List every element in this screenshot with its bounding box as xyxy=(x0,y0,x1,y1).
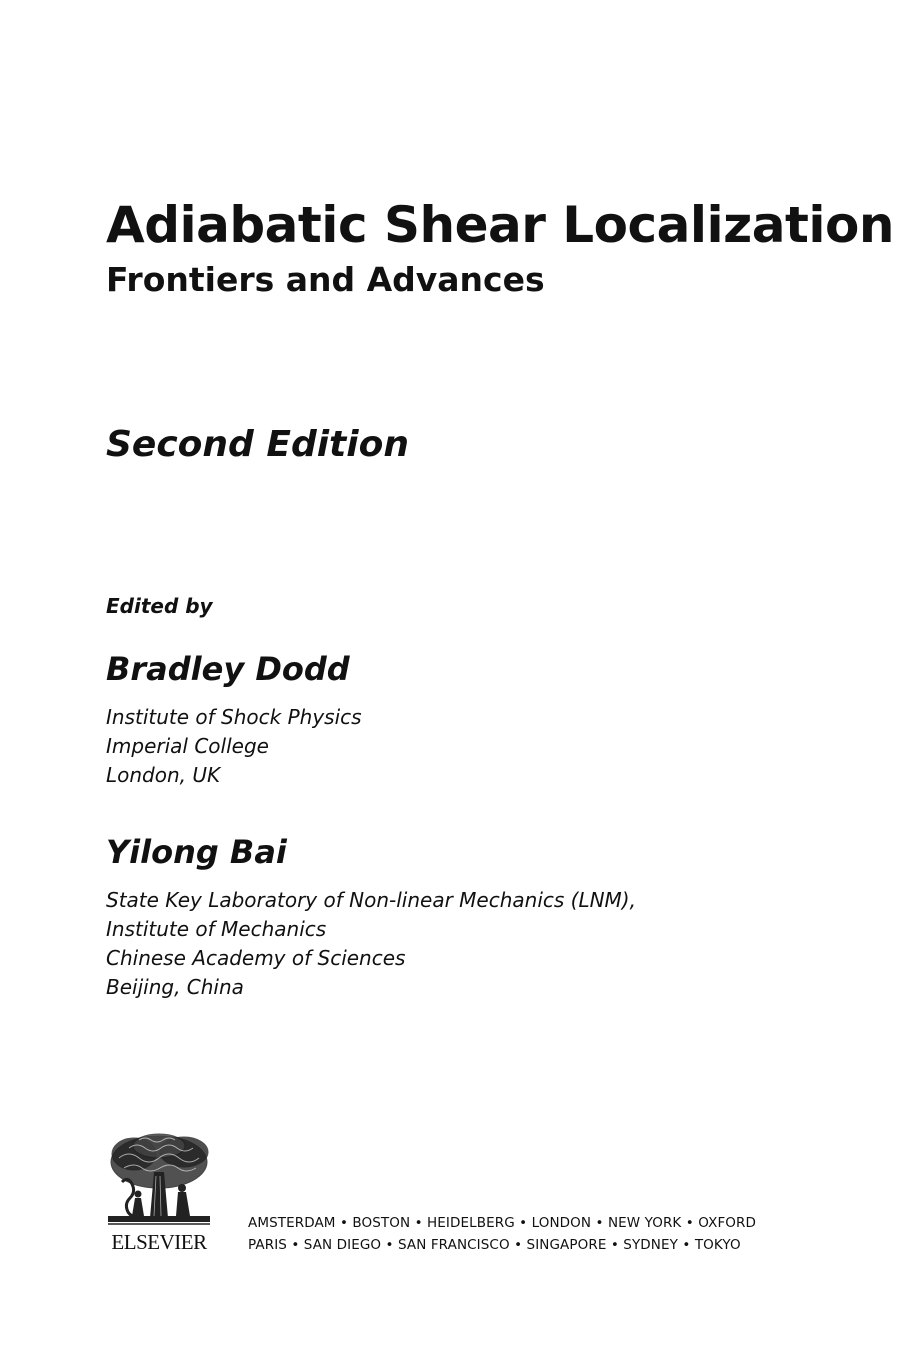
affiliation-line: Institute of Mechanics xyxy=(106,917,327,941)
editor-name: Bradley Dodd xyxy=(106,650,350,688)
publisher-logo xyxy=(104,1132,214,1258)
affiliation-line: Chinese Academy of Sciences xyxy=(106,946,406,970)
editor-name: Yilong Bai xyxy=(106,833,287,871)
affiliation-line: London, UK xyxy=(106,763,221,787)
cities-line: PARIS • SAN DIEGO • SAN FRANCISCO • SINGAPORE • SYDNEY • TOKYO xyxy=(248,1237,741,1253)
edited-by-label: Edited by xyxy=(106,594,213,618)
edition-label: Second Edition xyxy=(106,424,409,465)
editor-affiliation xyxy=(106,886,636,1002)
affiliation-line: State Key Laboratory of Non-linear Mechanics (LNM), xyxy=(106,888,636,912)
book-subtitle: Frontiers and Advances xyxy=(106,260,545,299)
book-title: Adiabatic Shear Localization xyxy=(106,196,895,254)
editor-affiliation xyxy=(106,703,362,790)
cities-line: AMSTERDAM • BOSTON • HEIDELBERG • LONDON • NEW YORK • OXFORD xyxy=(248,1215,757,1231)
elsevier-tree-logo-icon xyxy=(104,1132,214,1230)
affiliation-line: Imperial College xyxy=(106,734,269,758)
affiliation-line: Institute of Shock Physics xyxy=(106,705,362,729)
publisher-logo-text: ELSEVIER xyxy=(111,1230,207,1254)
affiliation-line: Beijing, China xyxy=(106,975,244,999)
publisher-cities xyxy=(248,1212,756,1256)
